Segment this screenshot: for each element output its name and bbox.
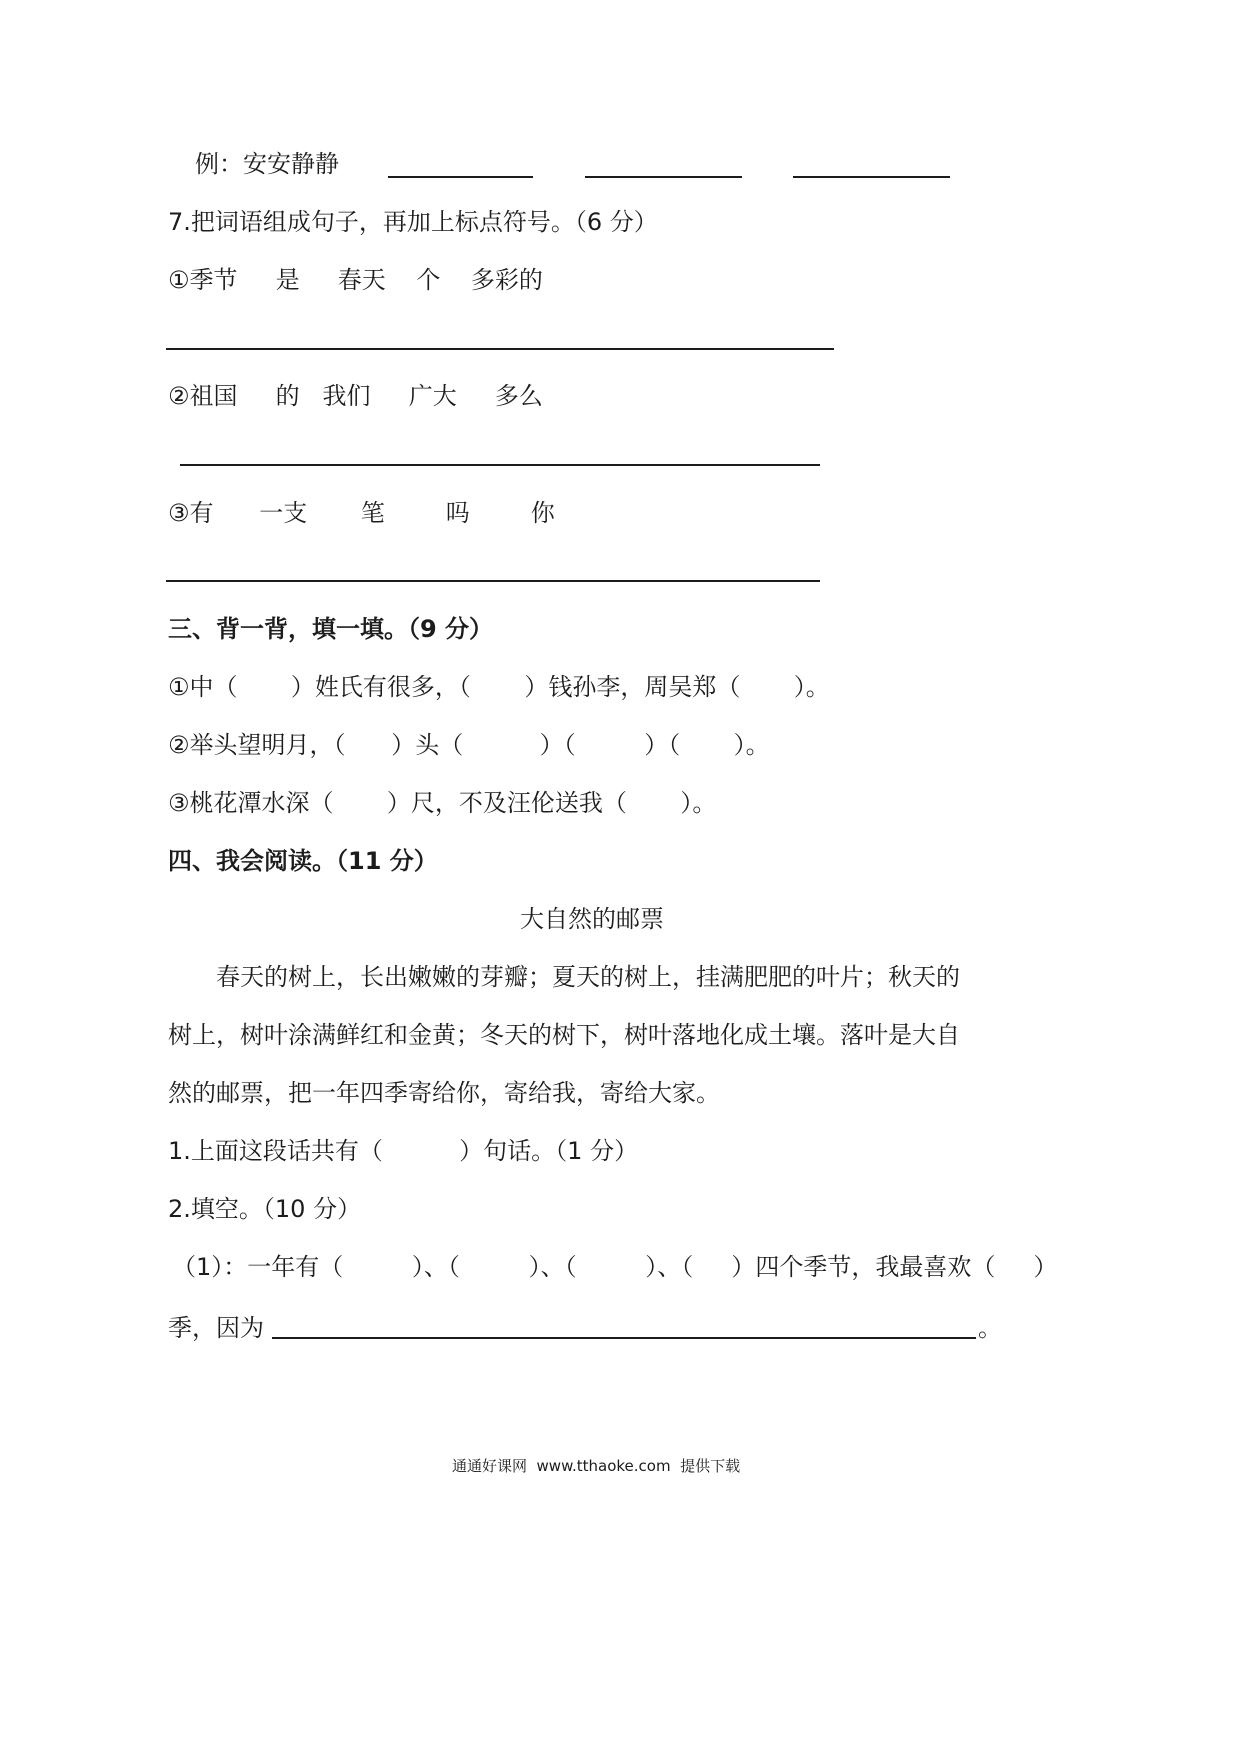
example-label: 例：安安静静	[195, 150, 339, 178]
reason-answer-line[interactable]	[272, 1337, 976, 1339]
section-3-title: 三、背一背，填一填。（9 分）	[168, 615, 494, 643]
example-blank-2[interactable]	[585, 176, 742, 178]
passage-title: 大自然的邮票	[520, 905, 664, 933]
section-4-title: 四、我会阅读。（11 分）	[168, 847, 438, 875]
section-4-question-2: 2.填空。（10 分）	[168, 1195, 362, 1223]
example-blank-1[interactable]	[388, 176, 533, 178]
q7-answer-line-3[interactable]	[166, 580, 820, 582]
section-4-question-2-1: （1）：一年有（ ）、（ ）、（ ）、（ ）四个季节，我最喜欢（ ）	[172, 1253, 1058, 1281]
passage-line-2: 树上，树叶涂满鲜红和金黄；冬天的树下，树叶落地化成土壤。落叶是大自	[168, 1021, 960, 1049]
q7-item-2: ②祖国 的 我们 广大 多么	[168, 382, 543, 410]
question-7-title: 7.把词语组成句子，再加上标点符号。（6 分）	[168, 208, 658, 236]
section-4-question-2-1-cont: 季，因为	[168, 1314, 264, 1342]
passage-line-1-text: 春天的树上，长出嫩嫩的芽瓣；夏天的树上，挂满肥肥的叶片；秋天的	[216, 963, 960, 991]
q7-answer-line-2[interactable]	[180, 464, 820, 466]
section-3-item-1: ①中（ ）姓氏有很多，（ ）钱孙李，周吴郑（ ）。	[168, 673, 830, 701]
passage-line-1	[168, 961, 960, 993]
section-4-question-1: 1.上面这段话共有（ ）句话。（1 分）	[168, 1137, 639, 1165]
footer-text: 通通好课网 www.tthaoke.com 提供下载	[452, 1457, 741, 1475]
section-4-question-2-1-end: 。	[978, 1314, 1002, 1342]
example-blank-3[interactable]	[793, 176, 950, 178]
section-3-item-2: ②举头望明月，（ ）头（ ）（ ）（ ）。	[168, 731, 770, 759]
q7-item-1: ①季节 是 春天 个 多彩的	[168, 266, 543, 294]
q7-answer-line-1[interactable]	[166, 348, 834, 350]
q7-item-3: ③有 一支 笔 吗 你	[168, 499, 555, 527]
passage-line-3: 然的邮票，把一年四季寄给你，寄给我，寄给大家。	[168, 1079, 720, 1107]
section-3-item-3: ③桃花潭水深（ ）尺，不及汪伦送我（ ）。	[168, 789, 717, 817]
